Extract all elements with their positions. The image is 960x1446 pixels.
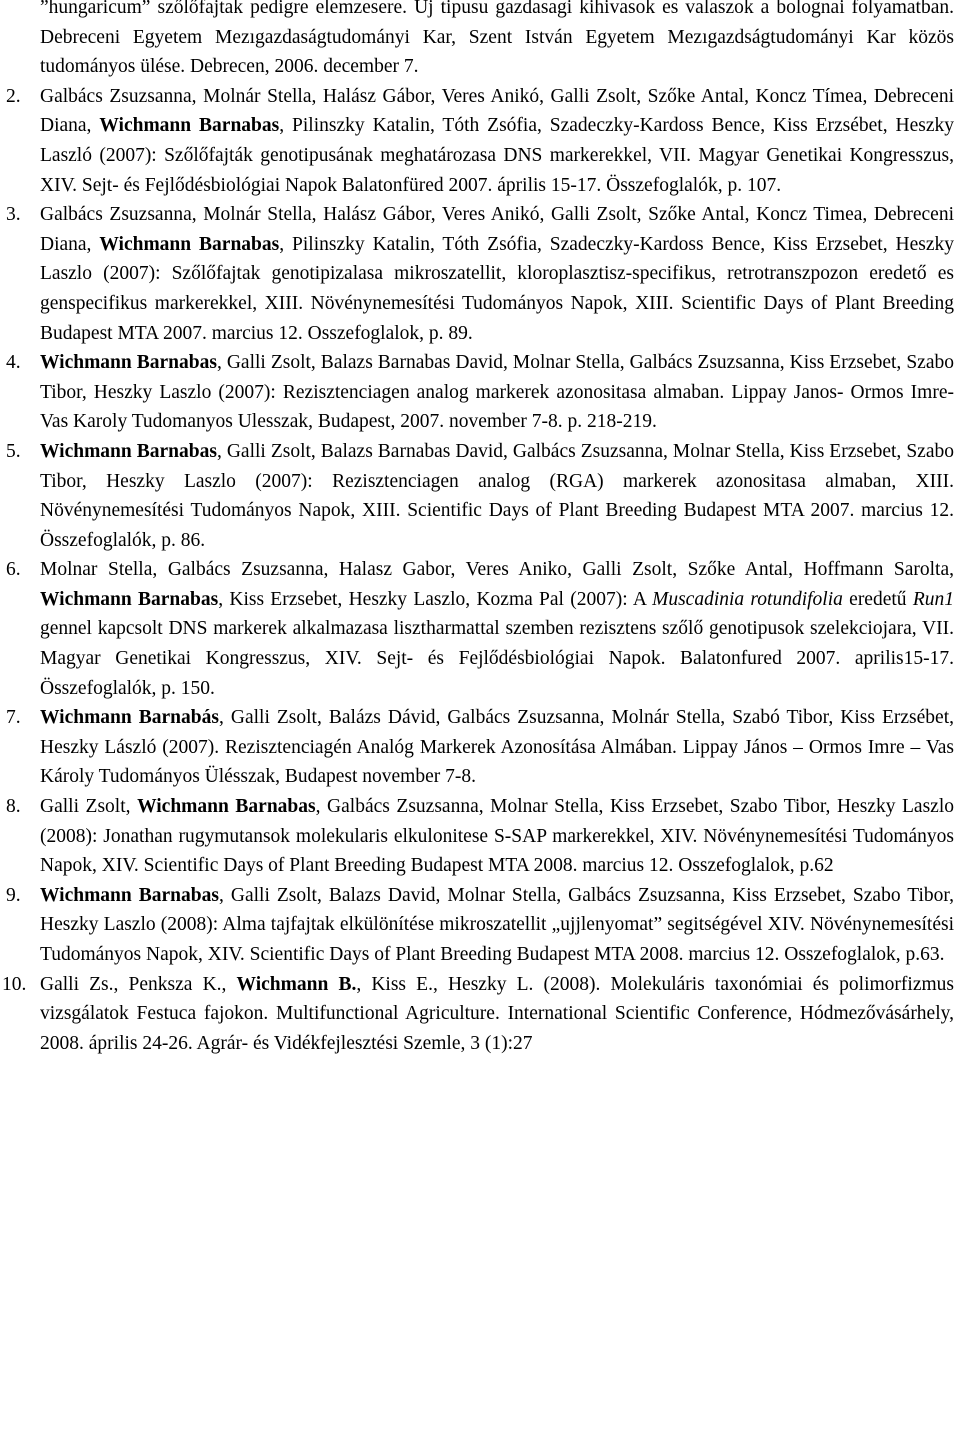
reference-segment: , Galli Zsolt, Balazs Barnabas David, Galbács Zsuzsanna, Molnar Stella, Kiss Erzsebet, Szabo Tibor, Heszky Laszlo (2007): Rezisztenciagen analog (RGA) markerek azonositasa almaban, XIII. Növénynemesítési Tudományos Napok, XIII. Scientific Days of Plant Breeding Budapest MTA 2007. marcius 12. Összefoglalók, p. 86. [40, 440, 954, 551]
highlighted-author: Wichmann Barnabás [40, 707, 219, 729]
highlighted-author: Wichmann Barnabas [99, 233, 280, 255]
reference-segment: Galli Zs., Penksza K., [40, 973, 237, 995]
reference-number: 6. [6, 559, 21, 581]
reference-text [40, 0, 954, 77]
italic-term: Muscadinia rotundifolia [652, 588, 843, 610]
reference-segment: eredetű [842, 588, 913, 610]
reference-segment: , Galli Zsolt, Balázs Dávid, Galbács Zsuzsanna, Molnár Stella, Szabó Tibor, Kiss Erzsébet, Heszky László (2007). Rezisztenciagén Analóg Markerek Azonosítása Almában. Lippay János – Ormos Imre – Vas Károly Tudományos Ülésszak, Budapest november 7-8. [40, 707, 954, 788]
reference-item [2, 970, 954, 1059]
reference-text [40, 559, 954, 698]
reference-segment: , Kiss E., Heszky L. (2008). Molekuláris taxonómiai és polimorfizmus vizsgálatok Festuca fajokon. Multifunctional Agriculture. International Scientific Conference, Hódmezővásárhely, 2008. április 24-26. Agrár- és Vidékfejlesztési Szemle, 3 (1):27 [40, 973, 954, 1054]
reference-number: 7. [6, 707, 21, 729]
reference-item [6, 555, 954, 703]
reference-segment: gennel kapcsolt DNS markerek alkalmazasa lisztharmattal szemben rezisztens szőlő genotipusok szelekciojara, VII. Magyar Genetikai Kongresszus, XIV. Sejt- és Fejlődésbiológiai Napok. Balatonfured 2007. aprilis15-17. Összefoglalók, p. 150. [40, 618, 954, 699]
reference-item [6, 792, 954, 881]
reference-segment: , Galli Zsolt, Balazs Barnabas David, Molnar Stella, Galbács Zsuzsanna, Kiss Erzsebet, Szabo Tibor, Heszky Laszlo (2007): Rezisztenciagen analog markerek azonositasa almaban. Lippay Janos- Ormos Imre- Vas Karoly Tudomanyos Ulesszak, Budapest, 2007. november 7-8. p. 218-219. [40, 352, 954, 433]
reference-segment: Molnar Stella, Galbács Zsuzsanna, Halasz Gabor, Veres Aniko, Galli Zsolt, Szőke Antal, Hoffmann Sarolta, [40, 559, 954, 581]
reference-item [6, 0, 954, 82]
reference-list [2, 0, 955, 1058]
reference-number: 3. [6, 204, 21, 226]
reference-number: 8. [6, 796, 21, 818]
reference-item [6, 437, 954, 555]
reference-text [40, 707, 954, 787]
reference-text [40, 974, 954, 1054]
highlighted-author: Wichmann B. [236, 973, 357, 995]
reference-item [6, 348, 954, 437]
reference-number: 5. [6, 440, 21, 462]
reference-segment: Galbács Zsuzsanna, Molnár Stella, Halász Gábor, Veres Anikó, Galli Zsolt, Szőke Antal, Koncz Timea, Debreceni Diana, [40, 204, 954, 255]
italic-term: Run1 [912, 588, 954, 610]
reference-text [40, 796, 954, 876]
reference-segment: , Pilinszky Katalin, Tóth Zsófia, Szadeczky-Kardoss Bence, Kiss Erzsebet, Heszky Laszlo (2007): Szőlőfajtak genotipizalasa mikroszatellit, kloroplasztisz-specifikus, retrotranszpozon eredető es genspecifikus markerekkel, XIII. Növénynemesítési Tudományos Napok, XIII. Scientific Days of Plant Breeding Budapest MTA 2007. marcius 12. Osszefoglalok, p. 89. [40, 233, 955, 344]
reference-text [40, 441, 954, 551]
reference-item [6, 200, 954, 348]
reference-text [40, 204, 954, 343]
reference-text [40, 885, 954, 965]
highlighted-author: Wichmann Barnabas [40, 588, 219, 610]
reference-segment: Galli Zsolt, [40, 796, 138, 818]
reference-item [6, 881, 954, 970]
reference-number: 9. [6, 884, 21, 906]
reference-number: 2. [6, 85, 21, 107]
reference-segment: Galbács Zsuzsanna, Molnár Stella, Halász Gábor, Veres Anikó, Galli Zsolt, Szőke Antal, Koncz Tímea, Debreceni Diana, [40, 85, 954, 137]
reference-number: 10. [2, 973, 27, 995]
reference-number: 4. [6, 352, 21, 374]
reference-segment: , Kiss Erzsebet, Heszky Laszlo, Kozma Pal (2007): A [218, 588, 653, 610]
reference-text [40, 352, 954, 432]
reference-segment: , Galli Zsolt, Balazs David, Molnar Stella, Galbács Zsuzsanna, Kiss Erzsebet, Szabo Tibor, Heszky Laszlo (2008): Alma tajfajtak elkülönítése mikroszatellit „ujjlenyomat” segitségével XIV. Növénynemesítési Tudományos Napok, XIV. Scientific Days of Plant Breeding Budapest MTA 2008. marcius 12. Osszefoglalok, p.63. [40, 884, 954, 965]
reference-segment: , Galbács Zsuzsanna, Molnar Stella, Kiss Erzsebet, Szabo Tibor, Heszky Laszlo (2008): Jonathan rugymutansok molekularis elkulonitese S-SAP markerekkel, XIV. Növénynemesítési Tudományos Napok, XIV. Scientific Days of Plant Breeding Budapest MTA 2008. marcius 12. Osszefoglalok, p.62 [40, 796, 954, 877]
highlighted-author: Wichmann Barnabas [40, 352, 217, 374]
reference-segment: ”hungaricum” szőlőfajtak pedigre elemzesere. Uj tipusu gazdasagi kihivasok es valaszok a bolognai folyamatban. Debreceni Egyetem Mezıgazdaságtudományi Kar, Szent István Egyetem Mezıgazdságtudományi Kar közös tudományos ülése. Debrecen, 2006. december 7. [40, 0, 954, 78]
highlighted-author: Wichmann Barnabas [99, 115, 280, 137]
reference-text [40, 86, 954, 196]
reference-item [6, 703, 954, 792]
highlighted-author: Wichmann Barnabas [137, 796, 316, 818]
reference-segment: , Pilinszky Katalin, Tóth Zsófia, Szadeczky-Kardoss Bence, Kiss Erzsébet, Heszky Laszló (2007): Szőlőfajták genotipusának meghatározasa DNS markerekkel, VII. Magyar Genetikai Kongresszus, XIV. Sejt- és Fejlődésbiológiai Napok Balatonfüred 2007. április 15-17. Összefoglalók, p. 107. [40, 115, 955, 196]
highlighted-author: Wichmann Barnabas [40, 884, 219, 906]
reference-item [6, 82, 954, 200]
highlighted-author: Wichmann Barnabas [40, 440, 217, 462]
